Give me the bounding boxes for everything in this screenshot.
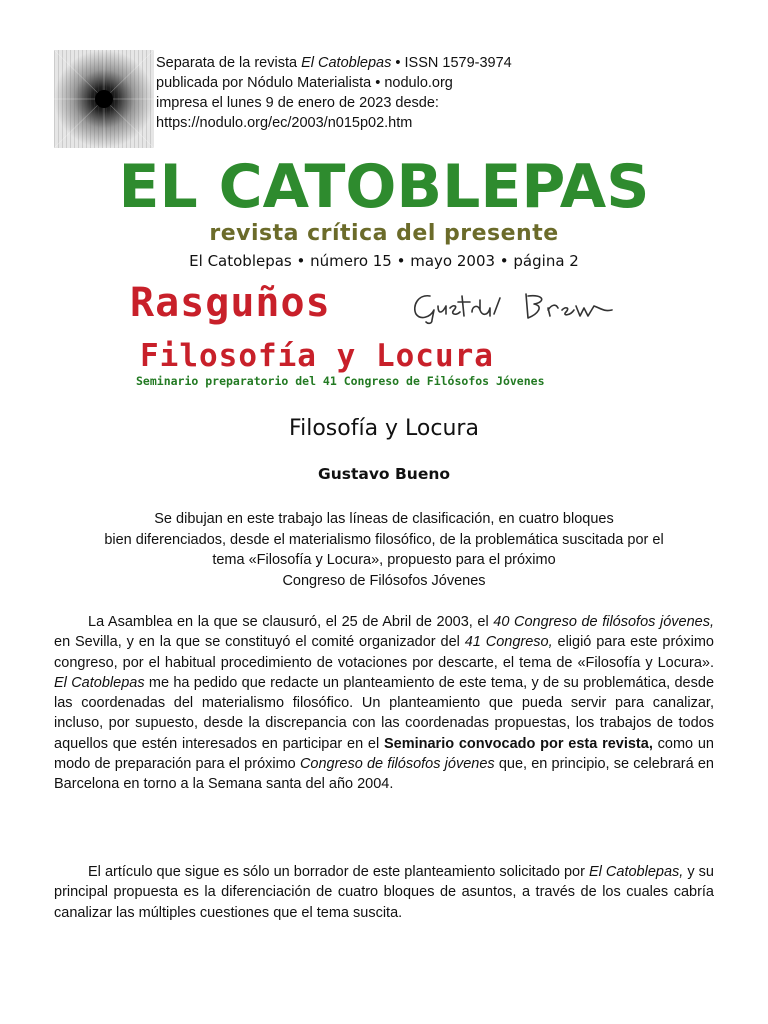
section-title: Rasguños <box>130 280 331 326</box>
feature-title: Filosofía y Locura <box>140 338 494 374</box>
abstract-line: Congreso de Filósofos Jóvenes <box>282 572 486 589</box>
seminar-highlight: Seminario convocado por esta revista, <box>383 735 653 752</box>
issue-line: El Catoblepas • número 15 • mayo 2003 • página 2 <box>189 252 579 270</box>
feature-subtitle: Seminario preparatorio del 41 Congreso de Filósofos Jóvenes <box>136 374 545 388</box>
offprint-line-2: publicada por Nódulo Materialista • nodulo.org <box>156 75 453 91</box>
masthead-subtitle: revista crítica del presente <box>209 221 559 246</box>
offprint-info <box>156 53 512 133</box>
article-author: Gustavo Bueno <box>317 465 451 483</box>
offprint-url[interactable]: https://nodulo.org/ec/2003/n015p02.htm <box>156 115 413 131</box>
body-paragraph-2: El artículo que sigue es sólo un borrador de este planteamiento solicitado por El Catoblepas, y su principal propuesta es la diferenciación de cuatro bloques de asuntos, a través de los cuales cabría canalizar las múltiples cuestiones que el tema suscita. <box>54 864 714 921</box>
abstract-line: tema «Filosofía y Locura», propuesto para el próximo <box>212 552 556 568</box>
journal-name: El Catoblepas <box>301 55 392 71</box>
handwritten-signature-icon <box>408 286 638 326</box>
offprint-line-1: Separata de la revista El Catoblepas • ISSN 1579-3974 <box>156 55 512 71</box>
offprint-line-3: impresa el lunes 9 de enero de 2023 desde: <box>156 95 439 111</box>
abstract-line: Se dibujan en este trabajo las líneas de clasificación, en cuatro bloques <box>154 511 614 527</box>
article-title: Filosofía y Locura <box>289 416 479 441</box>
catoblepas-eye-logo-icon <box>54 50 154 148</box>
body-paragraph-1: La Asamblea en la que se clausuró, el 25 de Abril de 2003, el 40 Congreso de filósofos jóvenes, en Sevilla, y en la que se constituyó el comité organizador del 41 Congreso, eligió para este próximo congreso, por el habitual procedimiento de votaciones por descarte, el tema de «Filosofía y Locura». El Catoblepas me ha pedido que redacte un planteamiento de este tema, y de su problemática, desde las coordenadas del materialismo filosófico. Un planteamiento que pueda servir para canalizar, incluso, por supuesto, desde la discrepancia con las coordenadas propuestas, los trabajos de todos aquellos que estén interesados en participar en el Seminario convocado por esta revista, como un modo de preparación para el próximo Congreso de filósofos jóvenes que, en principio, se celebrará en Barcelona en torno a la Semana santa del año 2004. <box>54 614 715 793</box>
abstract-line: bien diferenciados, desde el materialismo filosófico, de la problemática suscitada por el <box>104 531 664 548</box>
abstract <box>40 509 728 591</box>
masthead-title: EL CATOBLEPAS <box>118 152 650 222</box>
